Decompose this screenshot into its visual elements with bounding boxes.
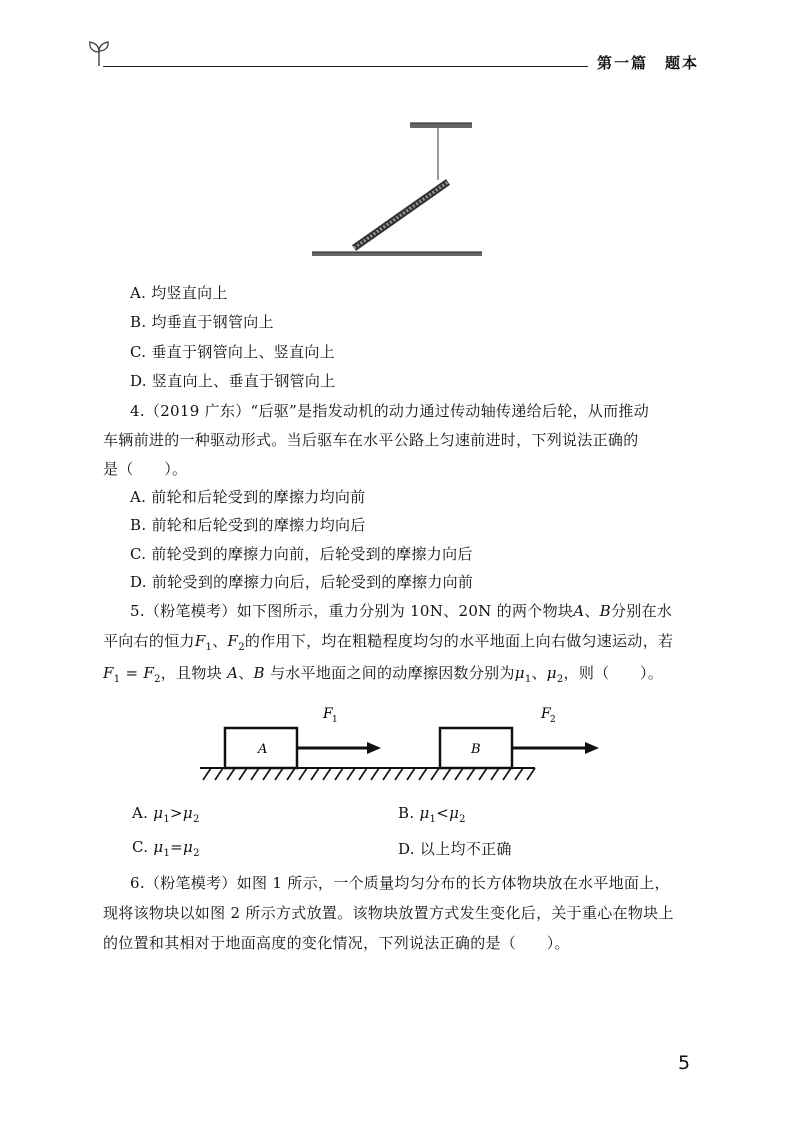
force-label-f1 — [322, 706, 338, 725]
q5-option-d: D. 以上均不正确 — [398, 840, 512, 858]
force-label-f2 — [540, 706, 556, 725]
svg-text:1: 1 — [332, 715, 338, 725]
q4-line-2: 车辆前进的一种驱动形式。当后驱车在水平公路上匀速前进时，下列说法正确的 — [103, 431, 639, 449]
q4-option-b: B. 前轮和后轮受到的摩擦力均向后 — [130, 516, 366, 534]
figure-leaning-pipe — [300, 115, 500, 265]
q5-option-c: C. $\mu_1=\mu_2$ — [132, 838, 200, 859]
q5-line-2: 平向右的恒力$F_1$、$F_2$的作用下，均在粗糙程度均匀的水平地面上向右做匀速运动，若 — [103, 632, 674, 653]
q5-option-b: B. $\mu_1<\mu_2$ — [398, 804, 466, 825]
page-number: 5 — [678, 1052, 691, 1074]
option-d: D. 竖直向上、垂直于钢管向上 — [130, 372, 336, 390]
q6-line-2: 现将该物块以如图 2 所示方式放置。该物块放置方式发生变化后，关于重心在物块上 — [103, 904, 674, 922]
svg-text:2: 2 — [550, 715, 556, 725]
q6-line-1: 6.（粉笔模考）如图 1 所示，一个质量均匀分布的长方体物块放在水平地面上， — [130, 874, 670, 892]
q5-line-3: $F_1 = F_2$，且物块 A、B 与水平地面之间的动摩擦因数分别为$\mu_1$、$\mu_2$，则（ ）。 — [103, 664, 664, 685]
q5-line-1: 5.（粉笔模考）如下图所示，重力分别为 10N、20N 的两个物块A、B分别在水 — [130, 602, 673, 620]
option-c: C. 垂直于钢管向上、竖直向上 — [130, 343, 335, 361]
q4-line-1: 4.（2019 广东）“后驱”是指发动机的动力通过传动轴传递给后轮，从而推动 — [130, 402, 649, 420]
leaf-sprout-icon — [86, 38, 112, 68]
q6-line-3: 的位置和其相对于地面高度的变化情况，下列说法正确的是（ ）。 — [103, 934, 570, 952]
q4-line-3: 是（ ）。 — [103, 460, 188, 478]
q5-option-a: A. $\mu_1>\mu_2$ — [132, 804, 200, 825]
option-a: A. 均竖直向上 — [130, 284, 228, 302]
header-rule — [103, 66, 588, 67]
block-b-label: B — [471, 742, 481, 757]
arrow-f1 — [297, 742, 381, 754]
figure-blocks-diagram — [195, 700, 615, 790]
svg-text:F: F — [541, 706, 551, 722]
q4-option-d: D. 前轮受到的摩擦力向后，后轮受到的摩擦力向前 — [130, 573, 474, 591]
q4-option-a: A. 前轮和后轮受到的摩擦力均向前 — [130, 488, 366, 506]
ground-hatch — [200, 768, 535, 780]
header-title: 第一篇 题本 — [597, 54, 700, 72]
arrow-f2 — [512, 742, 599, 754]
block-a-label: A — [258, 742, 268, 757]
option-b: B. 均垂直于钢管向上 — [130, 313, 274, 331]
q4-option-c: C. 前轮受到的摩擦力向前，后轮受到的摩擦力向后 — [130, 545, 473, 563]
svg-text:F: F — [323, 706, 333, 722]
